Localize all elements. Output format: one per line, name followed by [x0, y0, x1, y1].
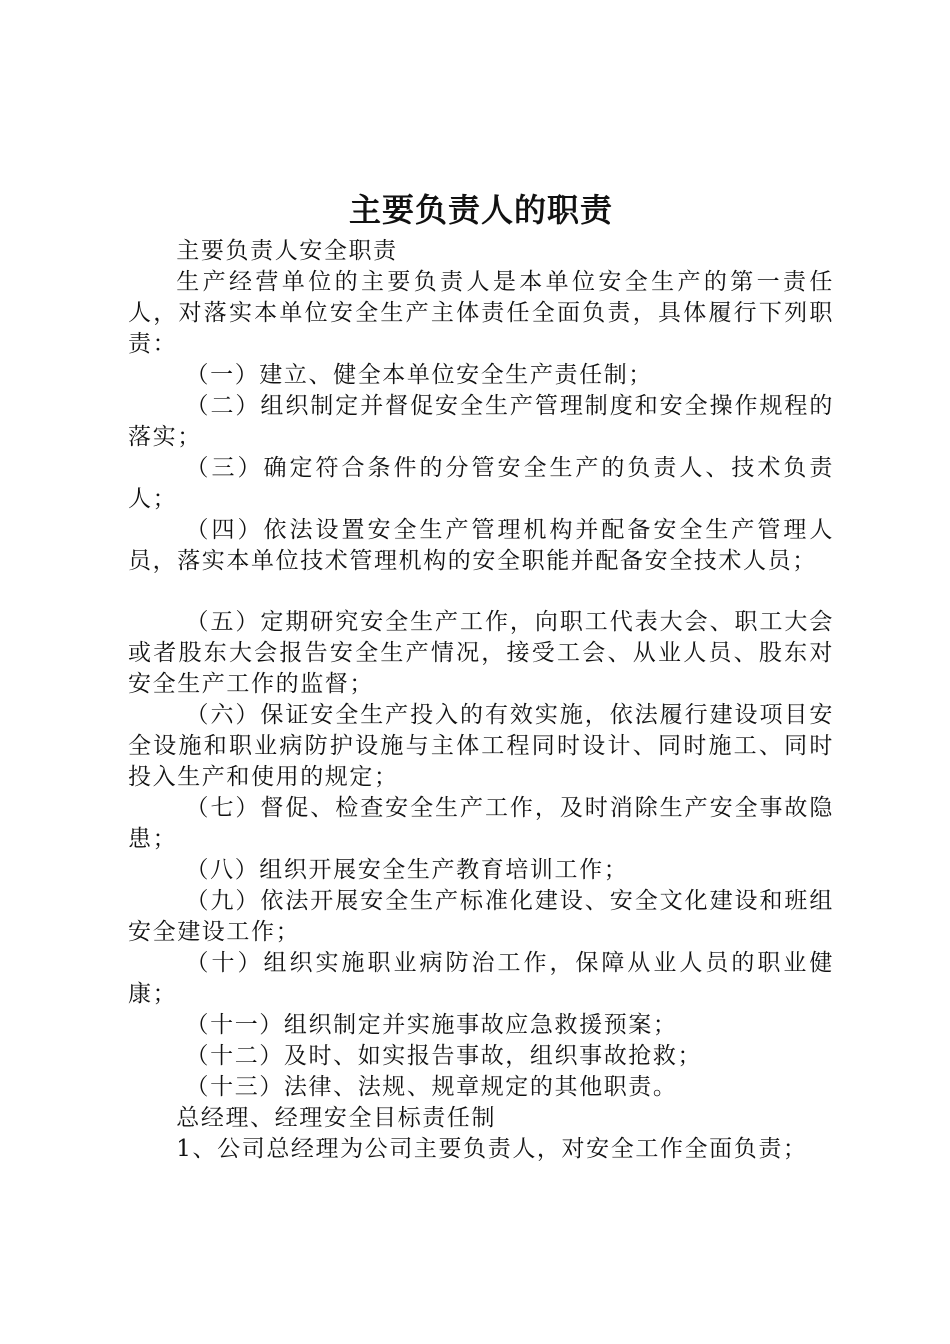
duty-item-9: （九）依法开展安全生产标准化建设、安全文化建设和班组安全建设工作；: [128, 888, 834, 945]
document-body: [128, 236, 834, 1165]
duty-item-8: （八）组织开展安全生产教育培训工作；: [185, 857, 629, 883]
duty-item-3: （三）确定符合条件的分管安全生产的负责人、技术负责人；: [128, 455, 834, 512]
duty-item-11: （十一）组织制定并实施事故应急救援预案；: [185, 1012, 678, 1038]
list-item: 1、公司总经理为公司主要负责人，对安全工作全面负责；: [176, 1136, 808, 1162]
section-heading: 主要负责人安全职责: [176, 238, 398, 264]
duty-item-1: （一）建立、健全本单位安全生产责任制；: [185, 362, 653, 388]
duty-item-6: （六）保证安全生产投入的有效实施，依法履行建设项目安全设施和职业病防护设施与主体工程同时设计、同时施工、同时投入生产和使用的规定；: [128, 702, 834, 790]
duty-item-4: （四）依法设置安全生产管理机构并配备安全生产管理人员，落实本单位技术管理机构的安全职能并配备安全技术人员；: [128, 517, 834, 574]
duty-item-2: （二）组织制定并督促安全生产管理制度和安全操作规程的落实；: [128, 393, 834, 450]
document-title: 主要负责人的职责: [348, 191, 613, 229]
duty-item-5: （五）定期研究安全生产工作，向职工代表大会、职工大会或者股东大会报告安全生产情况，接受工会、从业人员、股东对安全生产工作的监督；: [128, 609, 834, 697]
duty-item-7: （七）督促、检查安全生产工作，及时消除生产安全事故隐患；: [128, 795, 834, 852]
section-heading: 总经理、经理安全目标责任制: [176, 1105, 497, 1131]
duty-item-10: （十）组织实施职业病防治工作，保障从业人员的职业健康；: [128, 950, 834, 1007]
duty-item-13: （十三）法律、法规、规章规定的其他职责。: [185, 1074, 678, 1100]
duty-item-12: （十二）及时、如实报告事故，组织事故抢救；: [185, 1043, 703, 1069]
intro-paragraph: 生产经营单位的主要负责人是本单位安全生产的第一责任人，对落实本单位安全生产主体责任全面负责，具体履行下列职责：: [128, 269, 834, 357]
